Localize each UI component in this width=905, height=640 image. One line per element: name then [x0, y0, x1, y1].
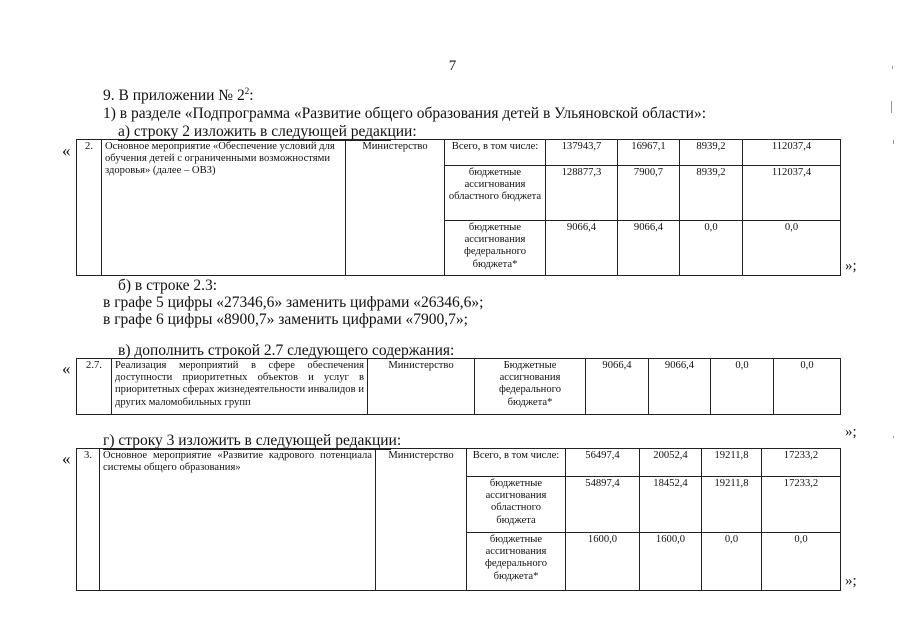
item-9-colon: :	[249, 87, 254, 105]
table2-num: 2.7.	[77, 359, 112, 415]
table1-r2-v2: 7900,7	[618, 166, 680, 221]
table-row-2	[76, 139, 841, 276]
table1-r1-v4: 112037,4	[743, 140, 841, 166]
table2-r1-v1: 9066,4	[586, 359, 649, 415]
table3-src-total: Всего, в том числе:	[467, 449, 566, 477]
close-quote-1: »;	[845, 258, 857, 274]
item-9-text: 9. В приложении № 2	[103, 87, 245, 105]
item-9-superscript: 2	[244, 86, 250, 96]
subitem-b-heading: б) в строке 2.3:	[118, 277, 218, 294]
section-1-heading: 1) в разделе «Подпрограмма «Развитие общего образования детей в Ульяновской области»:	[103, 105, 707, 122]
page-number: 7	[448, 58, 457, 74]
table3-r1-v1: 56497,4	[566, 449, 640, 477]
subitem-g-heading: г) строку 3 изложить в следующей редакции:	[103, 432, 402, 449]
table1-r2-v4: 112037,4	[743, 166, 841, 221]
table1-r3-v1: 9066,4	[546, 221, 618, 276]
table3-src-regional: бюджетные ассигнования областного бюджета	[467, 477, 566, 533]
close-quote-3: »;	[845, 573, 857, 589]
table3-r3-v2: 1600,0	[640, 533, 702, 591]
table1-org: Министерство	[346, 140, 445, 276]
table1-r2-v1: 128877,3	[546, 166, 618, 221]
table3-r3-v1: 1600,0	[566, 533, 640, 591]
table1-r3-v4: 0,0	[743, 221, 841, 276]
subitem-a-heading: а) строку 2 изложить в следующей редакции:	[118, 123, 417, 140]
table2-r1-v4: 0,0	[774, 359, 841, 415]
table1-r3-v3: 0,0	[680, 221, 743, 276]
subitem-v-heading: в) дополнить строкой 2.7 следующего содержания:	[118, 342, 455, 359]
table1-r3-v2: 9066,4	[618, 221, 680, 276]
table2-name: Реализация мероприятий в сфере обеспечения доступности приоритетных объектов и услуг в приоритетных сферах жизнедеятельности инвалидов и других маломобильных групп	[112, 359, 368, 415]
table1-r1-v3: 8939,2	[680, 140, 743, 166]
item-9-heading	[103, 86, 254, 105]
scan-speck	[892, 66, 893, 69]
table1-src-federal: бюджетные ассигнования федерального бюджета*	[445, 221, 546, 276]
table3-src-federal: бюджетные ассигнования федерального бюджета*	[467, 533, 566, 591]
open-quote-1: «	[62, 141, 71, 160]
table2-org: Министерство	[368, 359, 475, 415]
table1-num: 2.	[77, 140, 102, 276]
table1-src-total: Всего, в том числе:	[445, 140, 546, 166]
subitem-b-line-2: в графе 6 цифры «8900,7» заменить цифрами «7900,7»;	[103, 311, 468, 328]
table3-r2-v1: 54897,4	[566, 477, 640, 533]
table1-r1-v2: 16967,1	[618, 140, 680, 166]
subitem-b-line-1: в графе 5 цифры «27346,6» заменить цифрами «26346,6»;	[103, 294, 484, 311]
table-row-2-7	[76, 358, 841, 415]
scan-speck	[893, 140, 894, 144]
table3-r2-v2: 18452,4	[640, 477, 702, 533]
table3-r3-v3: 0,0	[702, 533, 762, 591]
table3-org: Министерство	[376, 449, 467, 591]
table3-r3-v4: 0,0	[762, 533, 841, 591]
table3-name: Основное мероприятие «Развитие кадрового потенциала системы общего образования»	[100, 449, 376, 591]
table3-num: 3.	[77, 449, 100, 591]
table2-r1-v2: 9066,4	[649, 359, 711, 415]
table3-r1-v3: 19211,8	[702, 449, 762, 477]
table3-r1-v4: 17233,2	[762, 449, 841, 477]
table3-r2-v3: 19211,8	[702, 477, 762, 533]
table3-r2-v4: 17233,2	[762, 477, 841, 533]
table1-src-regional: бюджетные ассигнования областного бюджета	[445, 166, 546, 221]
table2-r1-v3: 0,0	[711, 359, 774, 415]
open-quote-3: «	[62, 449, 71, 468]
table2-src-federal: Бюджетные ассигнования федерального бюджета*	[475, 359, 586, 415]
table1-name: Основное мероприятие «Обеспечение условий для обучения детей с ограниченными возможностями здоровья» (далее – ОВЗ)	[102, 140, 346, 276]
scan-speck	[893, 436, 894, 438]
open-quote-2: «	[62, 359, 71, 378]
table1-r2-v3: 8939,2	[680, 166, 743, 221]
table-row-3	[76, 448, 841, 591]
table3-r1-v2: 20052,4	[640, 449, 702, 477]
close-quote-2: »;	[845, 424, 857, 440]
table1-r1-v1: 137943,7	[546, 140, 618, 166]
scan-speck	[891, 101, 892, 113]
